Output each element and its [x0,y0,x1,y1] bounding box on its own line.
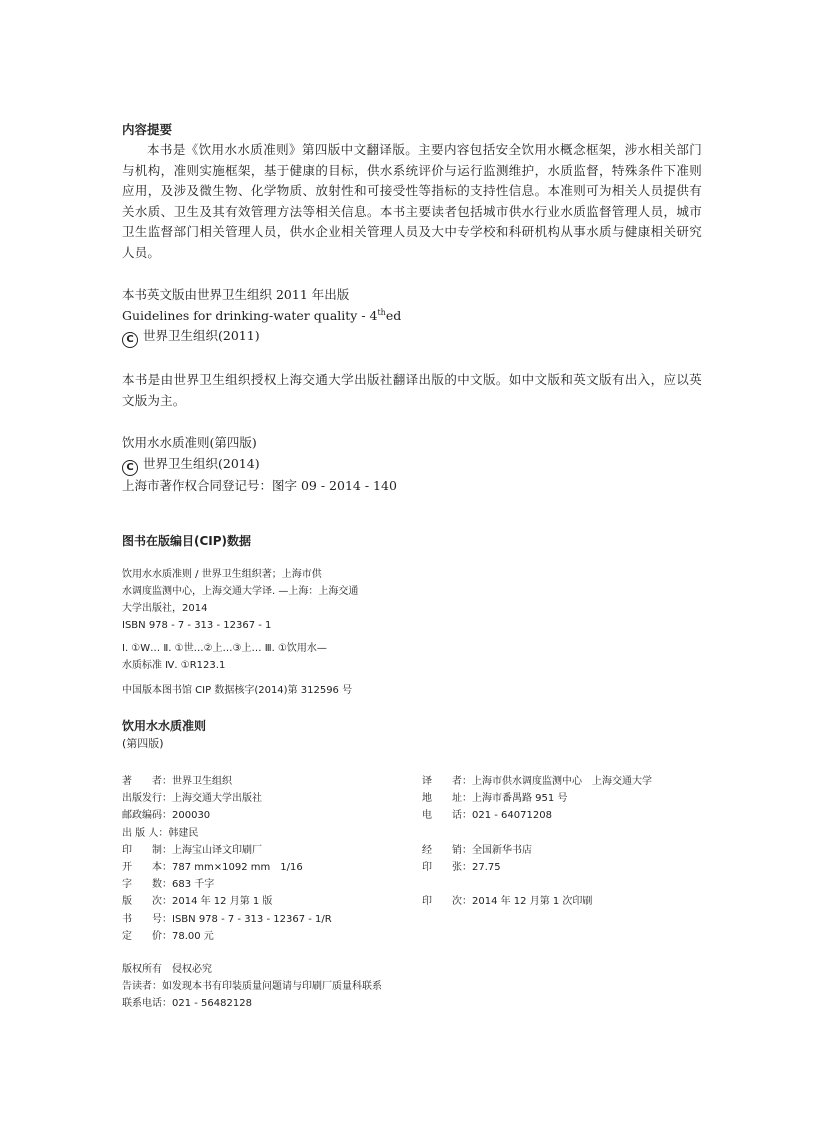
meta-author: 著 者：世界卫生组织 [122,776,232,787]
meta-printing: 印 次：2014 年 12 月第 1 次印刷 [422,896,593,908]
rights-reserved: 版权所有 侵权必究 [122,964,212,975]
meta-sheets: 印 张：27.75 [422,861,501,873]
english-copyright-line [122,326,702,348]
contact-phone: 联系电话：021 - 56482128 [122,998,252,1009]
chinese-copyright-line [122,454,702,476]
meta-isbn: 书 号：ISBN 978 - 7 - 313 - 12367 - 1/R [122,913,332,925]
chinese-copyright: 世界卫生组织(2014) [143,455,260,471]
english-edition-line: 本书英文版由世界卫生组织 2011 年出版 [122,287,350,302]
metadata-right-column [422,773,712,945]
meta-price: 定 价：78.00 元 [122,930,214,942]
meta-format: 开 本：787 mm×1092 mm 1/16 [122,861,303,873]
cip-line: 大学出版社，2014 [122,603,208,614]
cip-heading: 图书在版编目(CIP)数据 [122,534,252,548]
english-title-line [122,306,702,327]
book-title: 饮用水水质准则 [122,719,207,733]
meta-translator: 译 者：上海市供水调度监测中心 上海交通大学 [422,776,652,787]
authorization-statement: 本书是由世界卫生组织授权上海交通大学出版社翻译出版的中文版。如中文版和英文版有出入，应以英文版为主。 [122,372,702,408]
cip-line: 饮用水水质准则 / 世界卫生组织著；上海市供 [122,569,322,580]
meta-postcode: 邮政编码：200030 [122,810,211,822]
copyright-page [122,112,702,1012]
meta-blank [422,825,712,842]
abstract-body: 本书是《饮用水水质准则》第四版中文翻译版。主要内容包括安全饮用水概念框架，涉水相关部门与机构，准则实施框架，基于健康的目标，供水系统评价与运行监测维护，水质监督，特殊条件下准则应用，及涉及微生物、化学物质、放射性和可接受性等指标的支持性信息。本准则可为相关人员提供有关水质、卫生及其有效管理方法等相关信息。本书主要读者包括城市供水行业水质监督管理人员，城市卫生监督部门相关管理人员，供水企业相关管理人员及大中专学校和科研机构从事水质与健康相关研究人员。 [122,142,702,260]
english-title: Guidelines for drinking-water quality - 4 [122,307,378,323]
metadata-left-column [122,773,422,945]
cip-library-record: 中国版本图书馆 CIP 数据核字(2014)第 312596 号 [122,685,353,696]
rights-notice [122,961,702,1012]
english-edition-info [122,285,702,348]
meta-phone: 电 话：021 - 64071208 [422,810,552,822]
abstract-heading: 内容提要 [122,122,173,137]
cip-isbn: ISBN 978 - 7 - 313 - 12367 - 1 [122,620,272,631]
chinese-edition-info [122,433,702,496]
publication-metadata [122,773,702,945]
cip-subject-line: Ⅰ. ①W… Ⅱ. ①世…②上…③上… Ⅲ. ①饮用水— [122,643,327,654]
copyright-icon: C [122,460,138,476]
meta-printer: 印 制：上海宝山译文印刷厂 [122,844,262,856]
chinese-edition-title: 饮用水水质准则(第四版) [122,435,257,450]
english-title-suffix: ed [385,307,402,323]
copyright-icon: C [122,332,138,348]
meta-blank [422,928,712,945]
meta-publisher-person: 出 版 人：韩建民 [122,827,199,839]
meta-address: 地 址：上海市番禺路 951 号 [422,793,568,805]
meta-edition: 版 次：2014 年 12 月第 1 版 [122,896,273,908]
meta-blank [422,876,712,893]
cip-subject-line: 水质标准 Ⅳ. ①R123.1 [122,660,226,671]
cip-record [122,566,702,699]
meta-distributor: 经 销：全国新华书店 [422,844,532,856]
book-edition: (第四版) [122,737,164,750]
cip-line: 水调度监测中心，上海交通大学译. —上海：上海交通 [122,586,359,597]
english-copyright: 世界卫生组织(2011) [143,328,260,343]
meta-blank [422,911,712,928]
reader-notice: 告读者：如发现本书有印装质量问题请与印刷厂质量科联系 [122,981,382,992]
english-title-sup: th [377,307,386,317]
meta-publisher: 出版发行：上海交通大学出版社 [122,793,262,805]
contract-registration: 上海市著作权合同登记号：图字 09 - 2014 - 140 [122,477,397,493]
meta-word-count: 字 数：683 千字 [122,879,215,891]
